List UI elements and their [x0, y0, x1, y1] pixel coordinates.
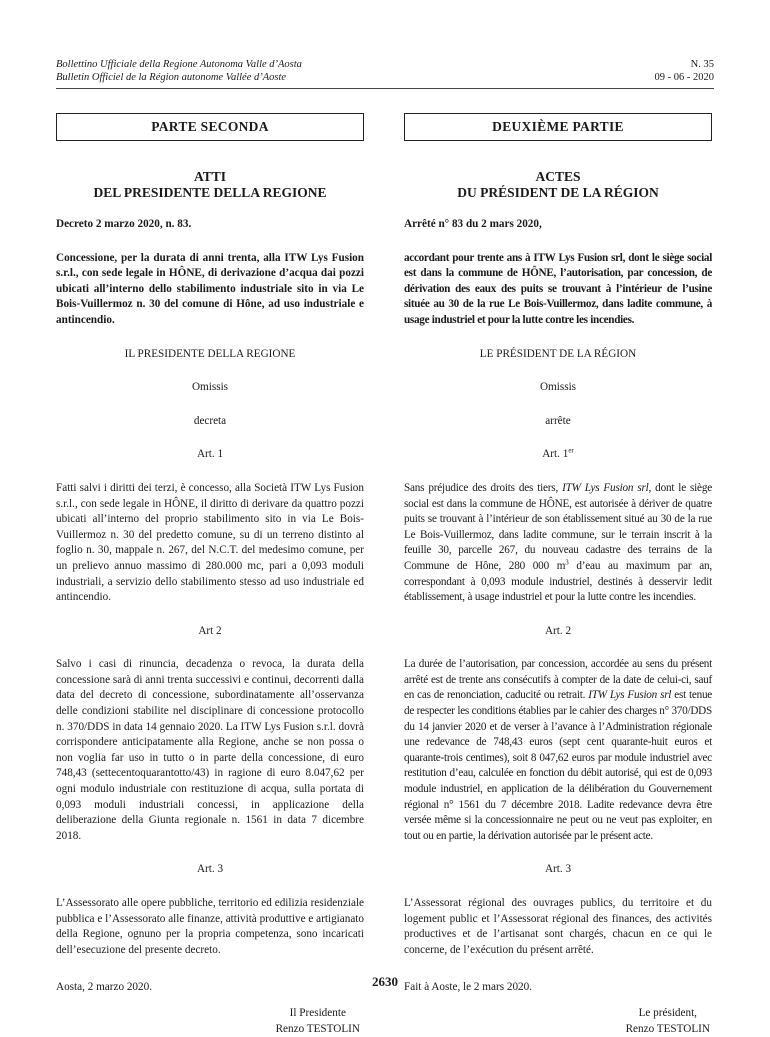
article-2-text-end: est tenue de respecter les conditions établies par le cahier des charges n° 370/DDS du 14 janvier 2020 et de verser à l’avance à l’Administration régionale une redevance de 748,43 euros (sept cent quarante-huit euros et quarante-trois centimes), soit 8 047,62 euros par module industriel avec restitution d’eau, calculée en fonction du débit autorisé, qui est de 0,093 module industriel, en application de la délibération du Gouvernement régional n° 1561 du 7 décembre 2018. Ladite redevance devra être versée même si la concessionnaire ne peut ou ne veut pas exploiter, en tout ou en partie, la dérivation autorisée par le présent acte.: [404, 689, 713, 842]
signature-title-it: Il Presidente: [289, 1006, 346, 1019]
place-date-fr: Fait à Aoste, le 2 mars 2020.: [404, 981, 533, 994]
cubic-superscript: 3: [565, 558, 569, 567]
article-2-text-fr: [404, 657, 712, 844]
article-1-title-fr: [404, 447, 712, 463]
article-3-text-fr: L’Assessorat régional des ouvrages publics, du territoire et du logement public et l’Assessorat régional des finances, des activités productives et de l’artisanat sont chargés, chacun en ce qui le concerne, de l’exécution du présent arrêté.: [404, 897, 712, 956]
french-column: [404, 113, 712, 1037]
article-1-ordinal: er: [568, 446, 574, 455]
issue-date: 09 - 06 - 2020: [654, 72, 714, 83]
article-2-title-it: Art 2: [198, 624, 222, 637]
decree-reference-fr: Arrêté n° 83 du 2 mars 2020,: [404, 218, 542, 230]
authority-fr: LE PRÉSIDENT DE LA RÉGION: [479, 347, 637, 360]
article-3-title-fr: Art. 3: [544, 863, 572, 876]
signature-block-it: [56, 1006, 364, 1037]
heading-line-2: DEL PRESIDENTE DELLA REGIONE: [93, 185, 327, 200]
bulletin-title-fr: Bulletin Officiel de la Région autonome Vallée d’Aoste: [56, 72, 287, 83]
heading-line-1: ATTI: [193, 169, 226, 184]
authority-it: IL PRESIDENTE DELLA REGIONE: [124, 347, 296, 360]
section-heading-fr: [404, 169, 712, 201]
arrete-label: arrête: [545, 414, 571, 427]
article-1-title-it: Art. 1: [196, 448, 224, 461]
page-number: 2630: [372, 974, 398, 989]
omissis-it: Omissis: [191, 381, 229, 394]
decree-reference-it: Decreto 2 marzo 2020, n. 83.: [56, 218, 192, 230]
part-title-fr: DEUXIÈME PARTIE: [404, 113, 712, 141]
decreta-label: decreta: [193, 414, 227, 427]
issue-number: N. 35: [690, 59, 714, 70]
article-3-title-it: Art. 3: [196, 863, 224, 876]
article-1-text-start: Sans préjudice des droits des tiers,: [404, 481, 563, 494]
heading-line-2: DU PRÉSIDENT DE LA RÉGION: [457, 185, 659, 200]
article-1-text-end: d’eau au maximum par an, correspondant à 0,093 module industriel, destinés à desservir ledit établissement, à usage industriel et pour la lutte contre les incendies.: [404, 559, 712, 604]
section-heading-it: [56, 169, 364, 201]
signature-block-fr: [404, 1006, 712, 1037]
signature-name-fr: Renzo TESTOLIN: [625, 1022, 710, 1035]
issue-info: [655, 58, 715, 84]
article-1-text-it: Fatti salvi i diritti dei terzi, è concesso, alla Società ITW Lys Fusion s.r.l., con sede legale in HÔNE, il diritto di derivare da quattro pozzi ubicati all’interno del proprio stabilimento sito in via Le Bois-Vuillermoz n. 30 del predetto comune, su di un terreno distinto al foglio n. 30, mappale n. 267, del N.C.T. del medesimo comune, per un prelievo annuo massimo di 280.000 mc, pari a 0,093 moduli industriali, a servizio dello stabilimento stesso ad uso industriale ed antincendio.: [56, 481, 364, 604]
bulletin-title: [56, 58, 302, 84]
place-date-it: Aosta, 2 marzo 2020.: [56, 981, 153, 994]
article-3-text-it: L’Assessorato alle opere pubbliche, territorio ed edilizia residenziale pubblica e l’Assessorato alle finanze, attività produttive e artigianato della Regione, ognuno per la propria competenza, sono incaricati dell’esecuzione del presente decreto.: [56, 897, 364, 956]
signature-name-it: Renzo TESTOLIN: [275, 1022, 360, 1035]
company-name: ITW Lys Fusion srl: [562, 481, 649, 494]
decree-subject-it: Concessione, per la durata di anni trenta, alla ITW Lys Fusion s.r.l., con sede legale in HÔNE, di derivazione d’acqua dai pozzi ubicati all’interno dello stabilimento industriale sito in via Le Bois-Vuillermoz n. 30 del comune di Hône, ad uso industriale e antincendio.: [56, 251, 364, 326]
article-1-label: Art. 1: [542, 448, 569, 461]
signature-title-fr: Le président,: [638, 1006, 697, 1019]
italian-column: [56, 113, 364, 1037]
omissis-fr: Omissis: [539, 381, 577, 394]
decree-subject-fr: accordant pour trente ans à ITW Lys Fusion srl, dont le siège social est dans la commune de HÔNE, l’autorisation, par concession, de dérivation des eaux des puits se trouvant à l’intérieur de l’usine située au 30 de la rue Le Bois-Vuillermoz, dans ladite commune, à usage industriel et pour la lutte contre les incendies.: [404, 251, 712, 326]
bulletin-title-it: Bollettino Ufficiale della Regione Autonoma Valle d’Aosta: [56, 59, 302, 70]
article-2-text-it: Salvo i casi di rinuncia, decadenza o revoca, la durata della concessione sarà di anni trenta successivi e continui, decorrenti dalla data del decreto di concessione, subordinatamente all’osservanza delle condizioni stabilite nel disciplinare di concessione protocollo n. 370/DDS in data 14 gennaio 2020. La ITW Lys Fusion s.r.l. dovrà corrispondere anticipatamente alla Regione, anche se non possa o non voglia far uso in tutto o in parte della concessione, di euro 748,43 (settecentoquarantotto/43) in ragione di euro 8.047,62 per ogni modulo industriale con restituzione di acqua, sulla portata di 0,093 moduli industriali concessi, in applicazione della deliberazione della Giunta regionale n. 1561 in data 7 dicembre 2018.: [56, 658, 364, 842]
company-name: ITW Lys Fusion srl: [588, 689, 672, 702]
heading-line-1: ACTES: [535, 169, 581, 184]
article-2-text-start: La durée de l’autorisation, par concession, accordée au sens du présent arrêté est de trente ans consécutifs à compter de la date de celui-ci, sauf en cas de renonciation, caducité ou retrait.: [404, 658, 712, 702]
article-2-title-fr: Art. 2: [544, 624, 572, 637]
article-1-text-fr: [404, 481, 712, 606]
part-title-it: PARTE SECONDA: [56, 113, 364, 141]
header-divider: [56, 88, 714, 89]
article-1-text-mid: , dont le siège social est dans la commune de HÔNE, est autorisée à dériver de quatre puits se trouvant à l’intérieur de son établissement situé au 30 de la rue Le Bois-Vuillermoz, dans ladite commune, sur le terrain inscrit à la feuille 30, parcelle 267, du nouveau cadastre des terrains de la Commune de Hône, 280 000 m: [404, 481, 712, 572]
